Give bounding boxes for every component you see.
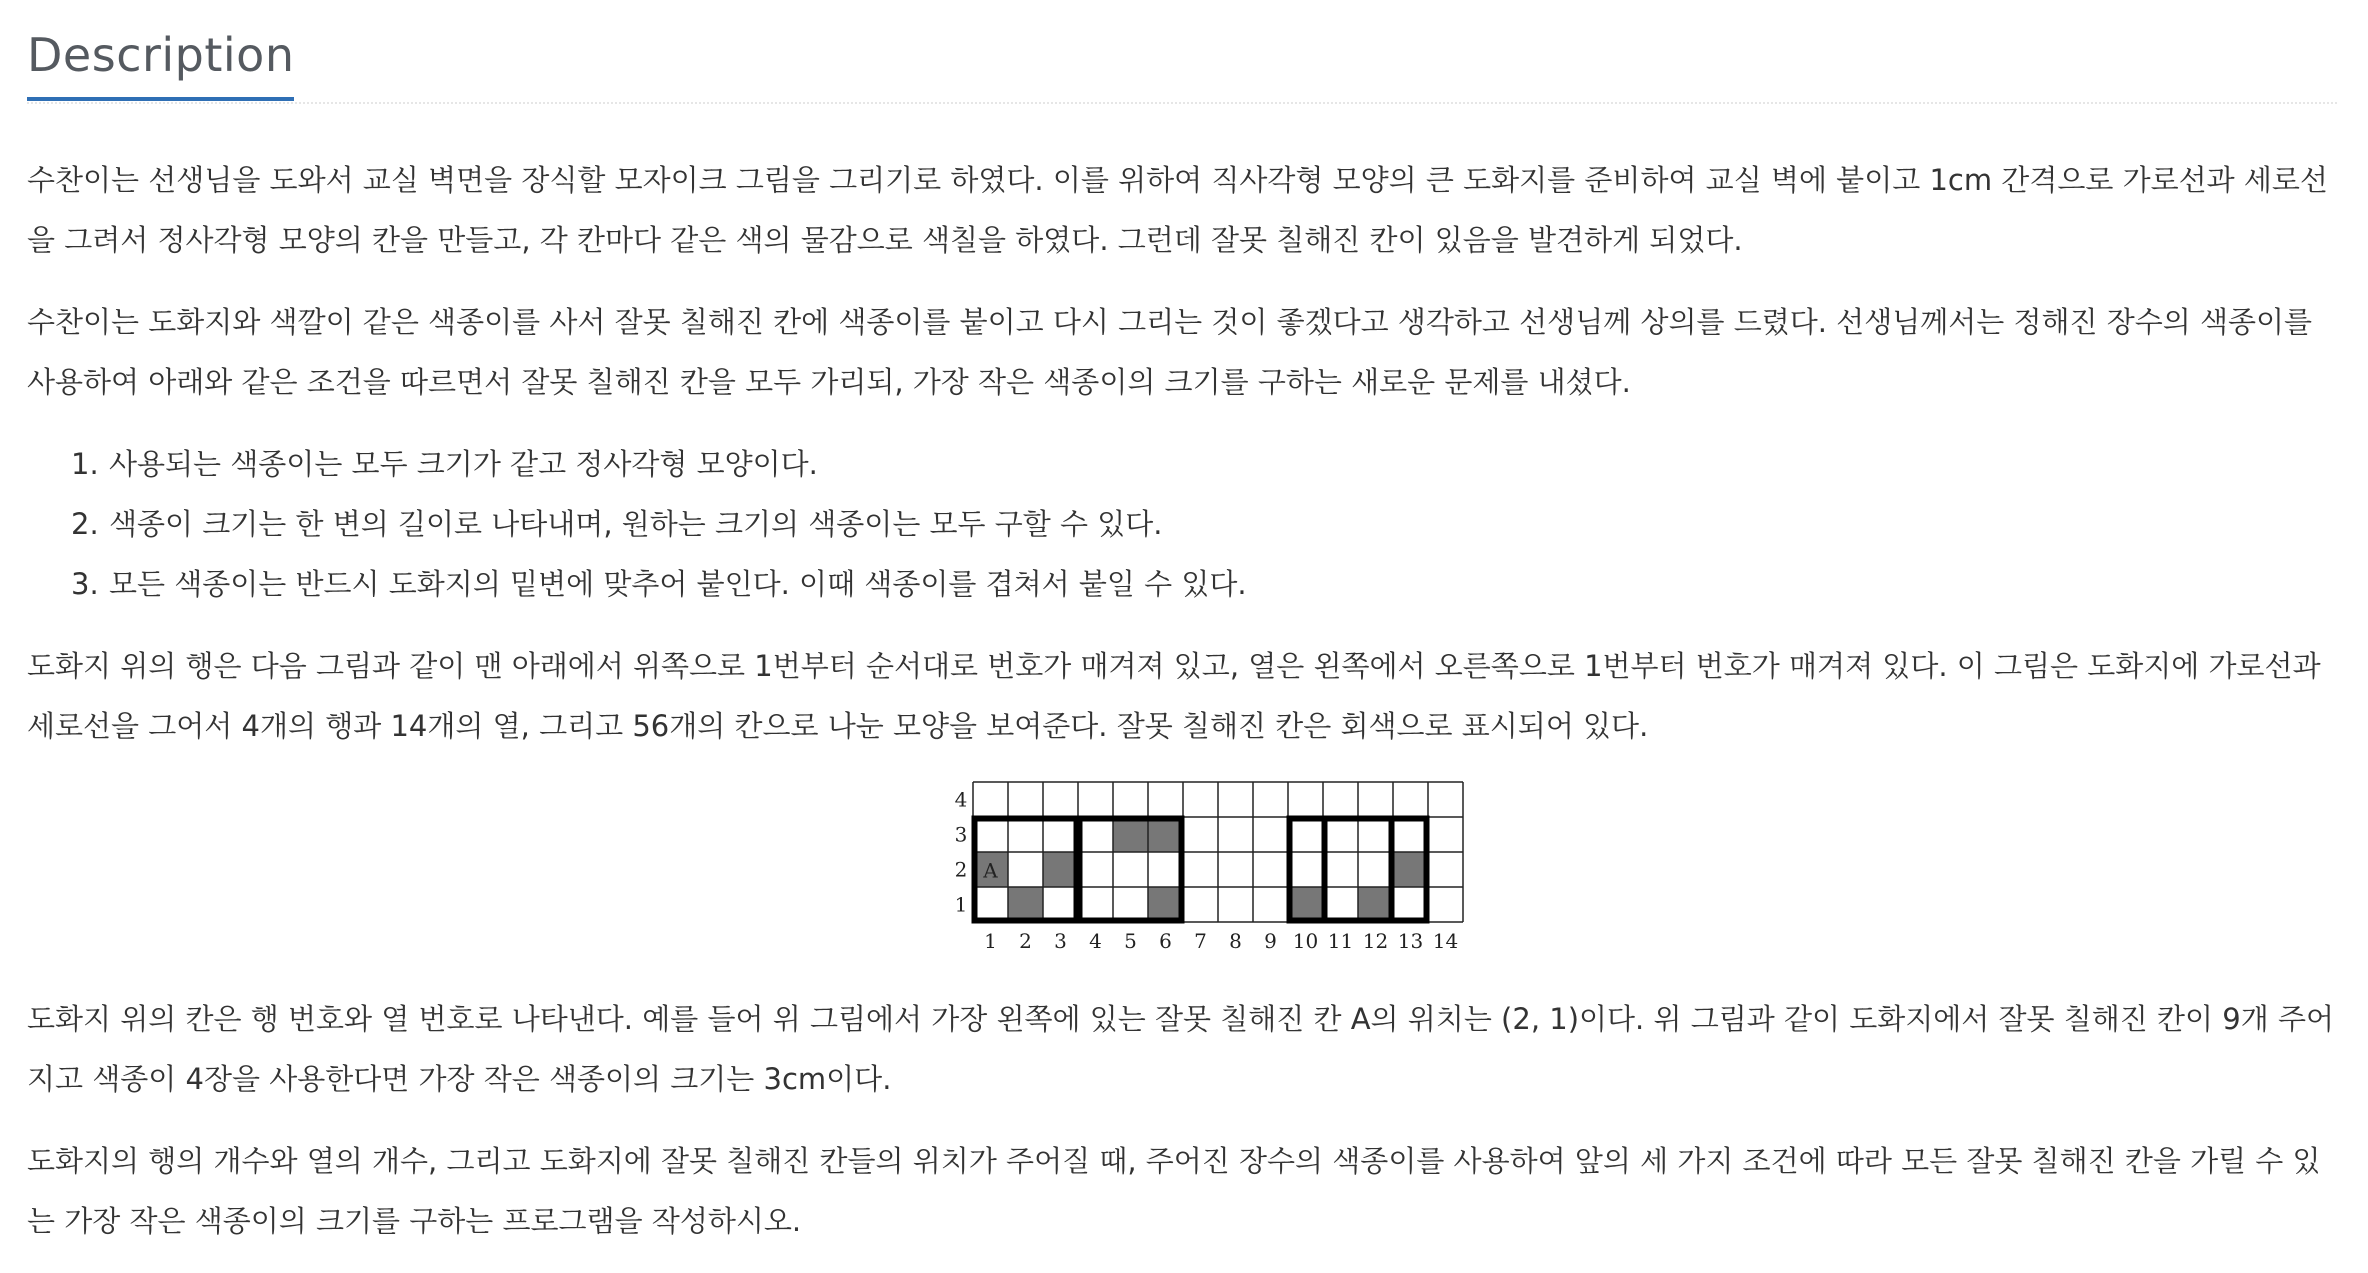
column-label: 14 xyxy=(1432,929,1459,953)
grid-figure xyxy=(27,774,2337,959)
row-label: 3 xyxy=(954,822,968,847)
wrong-cell xyxy=(1008,887,1043,922)
wrong-cell xyxy=(1393,852,1428,887)
column-label: 6 xyxy=(1159,929,1172,953)
condition-number: 2. xyxy=(71,507,99,541)
conditions-list xyxy=(27,434,2337,614)
wrong-cell xyxy=(1358,887,1393,922)
column-label: 9 xyxy=(1264,929,1277,953)
column-label: 10 xyxy=(1292,929,1319,953)
column-label: 2 xyxy=(1019,929,1032,953)
paragraph-task: 수찬이는 도화지와 색깔이 같은 색종이를 사서 잘못 칠해진 칸에 색종이를 붙이고 다시 그리는 것이 좋겠다고 생각하고 선생님께 상의를 드렸다. 선생님께서는 정해진 장수의 색종이를 사용하여 아래와 같은 조건을 따르면서 잘못 칠해진 칸을 모두 가리되, 가장 작은 색종이의 크기를 구하는 새로운 문제를 내셨다. xyxy=(27,305,2313,399)
condition-text: 색종이 크기는 한 변의 길이로 나타내며, 원하는 크기의 색종이는 모두 구할 수 있다. xyxy=(109,507,1163,541)
column-label: 11 xyxy=(1327,929,1354,953)
paragraph-intro: 수찬이는 선생님을 도와서 교실 벽면을 장식할 모자이크 그림을 그리기로 하였다. 이를 위하여 직사각형 모양의 큰 도화지를 준비하여 교실 벽에 붙이고 1cm 간격으로 가로선과 세로선을 그려서 정사각형 모양의 칸을 만들고, 각 칸마다 같은 색의 물감으로 색칠을 하였다. 그런데 잘못 칠해진 칸이 있음을 발견하게 되었다. xyxy=(27,163,2328,257)
condition-item xyxy=(71,434,2337,494)
problem-description xyxy=(27,150,2337,1273)
grid-diagram xyxy=(907,774,1467,959)
column-label: 5 xyxy=(1124,929,1137,953)
wrong-cell xyxy=(1113,817,1148,852)
row-label: 2 xyxy=(954,857,968,882)
marked-cell-label: A xyxy=(983,858,998,883)
column-label: 7 xyxy=(1194,929,1207,953)
wrong-cell xyxy=(1148,887,1183,922)
paragraph-example: 도화지 위의 칸은 행 번호와 열 번호로 나타낸다. 예를 들어 위 그림에서 가장 왼쪽에 있는 잘못 칠해진 칸 A의 위치는 (2, 1)이다. 위 그림과 같이 도화지에서 잘못 칠해진 칸이 9개 주어지고 색종이 4장을 사용한다면 가장 작은 색종이의 크기는 3cm이다. xyxy=(27,1002,2334,1096)
wrong-cell xyxy=(1148,817,1183,852)
condition-item xyxy=(71,494,2337,554)
wrong-cell xyxy=(1043,852,1078,887)
section-header xyxy=(27,20,2337,104)
row-label: 4 xyxy=(954,787,968,812)
condition-text: 모든 색종이는 반드시 도화지의 밑변에 맞추어 붙인다. 이때 색종이를 겹쳐서 붙일 수 있다. xyxy=(109,567,1247,601)
column-label: 13 xyxy=(1397,929,1424,953)
column-label: 8 xyxy=(1229,929,1242,953)
condition-number: 1. xyxy=(71,447,99,481)
column-label: 12 xyxy=(1362,929,1389,953)
wrong-cell xyxy=(1288,887,1323,922)
column-label: 1 xyxy=(984,929,997,953)
section-title: Description xyxy=(27,28,294,101)
paragraph-goal: 도화지의 행의 개수와 열의 개수, 그리고 도화지에 잘못 칠해진 칸들의 위치가 주어질 때, 주어진 장수의 색종이를 사용하여 앞의 세 가지 조건에 따라 모든 잘못 칠해진 칸을 가릴 수 있는 가장 작은 색종이의 크기를 구하는 프로그램을 작성하시오. xyxy=(27,1144,2321,1238)
condition-number: 3. xyxy=(71,567,99,601)
paragraph-grid-explanation: 도화지 위의 행은 다음 그림과 같이 맨 아래에서 위쪽으로 1번부터 순서대로 번호가 매겨져 있고, 열은 왼쪽에서 오른쪽으로 1번부터 번호가 매겨져 있다. 이 그림은 도화지에 가로선과 세로선을 그어서 4개의 행과 14개의 열, 그리고 56개의 칸으로 나눈 모양을 보여준다. 잘못 칠해진 칸은 회색으로 표시되어 있다. xyxy=(27,649,2321,743)
column-label: 3 xyxy=(1054,929,1067,953)
condition-text: 사용되는 색종이는 모두 크기가 같고 정사각형 모양이다. xyxy=(109,447,818,481)
condition-item xyxy=(71,554,2337,614)
column-label: 4 xyxy=(1089,929,1102,953)
row-label: 1 xyxy=(954,892,968,917)
